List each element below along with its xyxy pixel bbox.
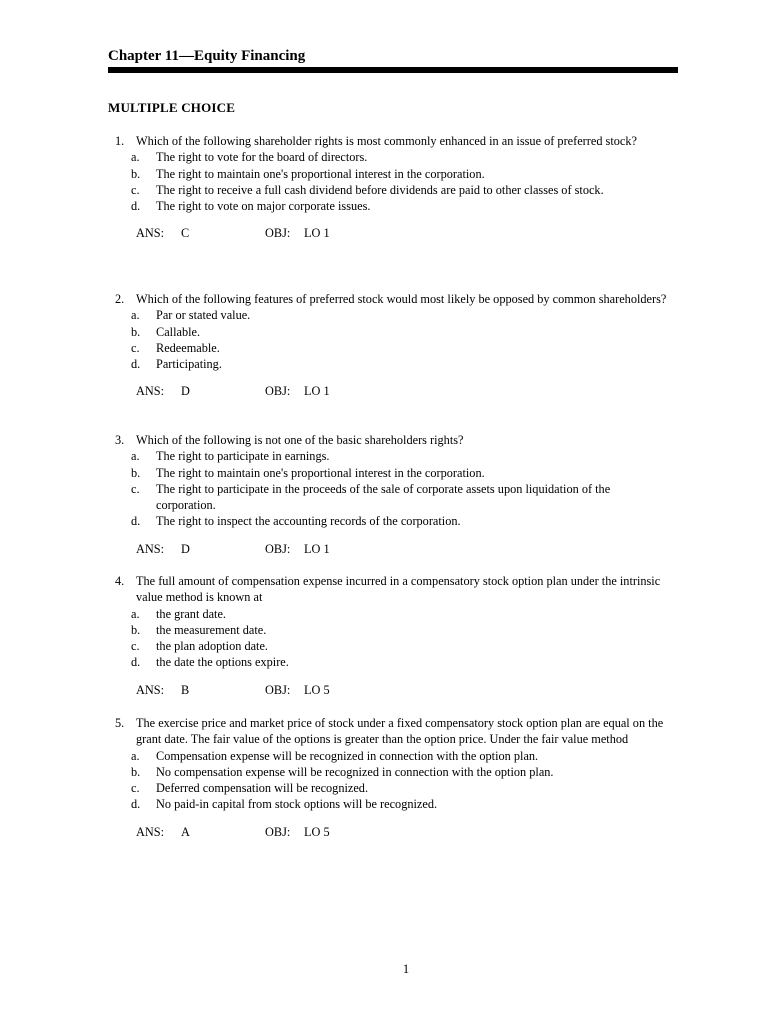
obj-value: LO 5 [304, 824, 330, 839]
option-letter: c. [131, 481, 140, 496]
obj-value: LO 1 [304, 384, 330, 399]
option-item [108, 340, 688, 356]
option-text: Par or stated value. [156, 308, 251, 323]
question-number: 1. [115, 134, 125, 148]
option-letter: b. [131, 764, 141, 779]
obj-label: OBJ: [265, 682, 291, 697]
question-number: 4. [115, 574, 125, 588]
ans-label: ANS: [136, 824, 165, 839]
question-number: 5. [115, 716, 125, 730]
question-2 [108, 291, 688, 399]
option-item [108, 606, 688, 622]
option-text: The right to participate in earnings. [156, 449, 330, 464]
option-item [108, 307, 688, 323]
ans-value: D [181, 541, 190, 556]
option-letter: a. [131, 308, 140, 323]
option-text: Participating. [156, 357, 222, 372]
option-letter: a. [131, 150, 140, 165]
obj-label: OBJ: [265, 384, 291, 399]
option-item [108, 481, 688, 514]
option-item [108, 149, 688, 165]
answer-line [108, 541, 688, 557]
answer-line [108, 383, 688, 399]
option-letter: b. [131, 324, 141, 339]
answer-line [108, 682, 688, 698]
option-item [108, 654, 688, 670]
option-letter: a. [131, 748, 140, 763]
question-1 [108, 133, 688, 241]
question-stem [108, 133, 688, 149]
ans-label: ANS: [136, 226, 165, 241]
option-item [108, 324, 688, 340]
option-text: The right to maintain one's proportional interest in the corporation. [156, 166, 485, 181]
ans-label: ANS: [136, 541, 165, 556]
option-letter: d. [131, 357, 141, 372]
option-text: the plan adoption date. [156, 639, 269, 654]
section-heading: MULTIPLE CHOICE [108, 100, 236, 115]
option-item [108, 198, 688, 214]
option-item [108, 622, 688, 638]
question-text: The exercise price and market price of stock under a fixed compensatory stock option plan are equal on the grant date. The fair value of the options is greater than the option price. Under the fair value method [136, 716, 664, 747]
option-letter: b. [131, 622, 141, 637]
question-text: Which of the following shareholder rights is most commonly enhanced in an issue of preferred stock? [136, 134, 637, 148]
option-text: The right to inspect the accounting records of the corporation. [156, 514, 461, 529]
chapter-title: Chapter 11—Equity Financing [108, 48, 306, 64]
option-text: the date the options expire. [156, 655, 289, 670]
option-letter: c. [131, 340, 140, 355]
option-text: Redeemable. [156, 340, 220, 355]
option-item [108, 638, 688, 654]
ans-value: C [181, 226, 190, 241]
question-text: Which of the following features of preferred stock would most likely be opposed by common shareholders? [136, 292, 667, 306]
obj-label: OBJ: [265, 226, 291, 241]
option-text: The right to vote on major corporate issues. [156, 199, 371, 214]
obj-label: OBJ: [265, 824, 291, 839]
question-text: The full amount of compensation expense incurred in a compensatory stock option plan under the intrinsic value method is known at [136, 574, 661, 605]
answer-line [108, 225, 688, 241]
option-item [108, 182, 688, 198]
question-5 [108, 715, 688, 840]
option-list [108, 606, 688, 671]
answer-line [108, 824, 688, 840]
option-text: The right to vote for the board of directors. [156, 150, 368, 165]
option-text: Compensation expense will be recognized in connection with the option plan. [156, 748, 539, 763]
ans-label: ANS: [136, 384, 165, 399]
option-item [108, 356, 688, 372]
option-letter: d. [131, 514, 141, 529]
option-letter: d. [131, 797, 141, 812]
option-letter: c. [131, 781, 140, 796]
question-stem [108, 715, 688, 748]
question-text: Which of the following is not one of the basic shareholders rights? [136, 433, 464, 447]
option-letter: b. [131, 465, 141, 480]
option-item [108, 465, 688, 481]
option-text: The right to receive a full cash dividend before dividends are paid to other classes of stock. [156, 182, 604, 197]
option-item [108, 748, 688, 764]
option-item [108, 513, 688, 529]
option-letter: c. [131, 182, 140, 197]
option-letter: a. [131, 449, 140, 464]
option-list [108, 149, 688, 214]
question-number: 2. [115, 292, 125, 306]
question-stem [108, 573, 688, 606]
obj-value: LO 1 [304, 541, 330, 556]
option-letter: b. [131, 166, 141, 181]
option-letter: d. [131, 655, 141, 670]
ans-value: A [181, 824, 190, 839]
option-letter: a. [131, 606, 140, 621]
title-rule [108, 67, 678, 73]
option-text: Callable. [156, 324, 201, 339]
page-number: 1 [402, 962, 410, 976]
option-text: the measurement date. [156, 622, 267, 637]
question-3 [108, 432, 688, 557]
option-list [108, 448, 688, 529]
ans-value: D [181, 384, 190, 399]
option-item [108, 796, 688, 812]
obj-value: LO 1 [304, 226, 330, 241]
option-text: No paid-in capital from stock options will be recognized. [156, 797, 438, 812]
option-list [108, 307, 688, 372]
option-list [108, 748, 688, 813]
question-stem [108, 291, 688, 307]
option-item [108, 166, 688, 182]
ans-label: ANS: [136, 682, 165, 697]
question-4 [108, 573, 688, 698]
option-text: The right to participate in the proceeds of the sale of corporate assets upon liquidation of the corporation. [156, 481, 611, 513]
option-item [108, 780, 688, 796]
option-text: The right to maintain one's proportional interest in the corporation. [156, 465, 485, 480]
option-item [108, 448, 688, 464]
ans-value: B [181, 682, 190, 697]
option-letter: c. [131, 639, 140, 654]
obj-value: LO 5 [304, 682, 330, 697]
option-text: the grant date. [156, 606, 226, 621]
question-number: 3. [115, 433, 125, 447]
obj-label: OBJ: [265, 541, 291, 556]
question-stem [108, 432, 688, 448]
option-text: Deferred compensation will be recognized. [156, 781, 369, 796]
option-item [108, 764, 688, 780]
option-text: No compensation expense will be recognized in connection with the option plan. [156, 764, 554, 779]
option-letter: d. [131, 199, 141, 214]
